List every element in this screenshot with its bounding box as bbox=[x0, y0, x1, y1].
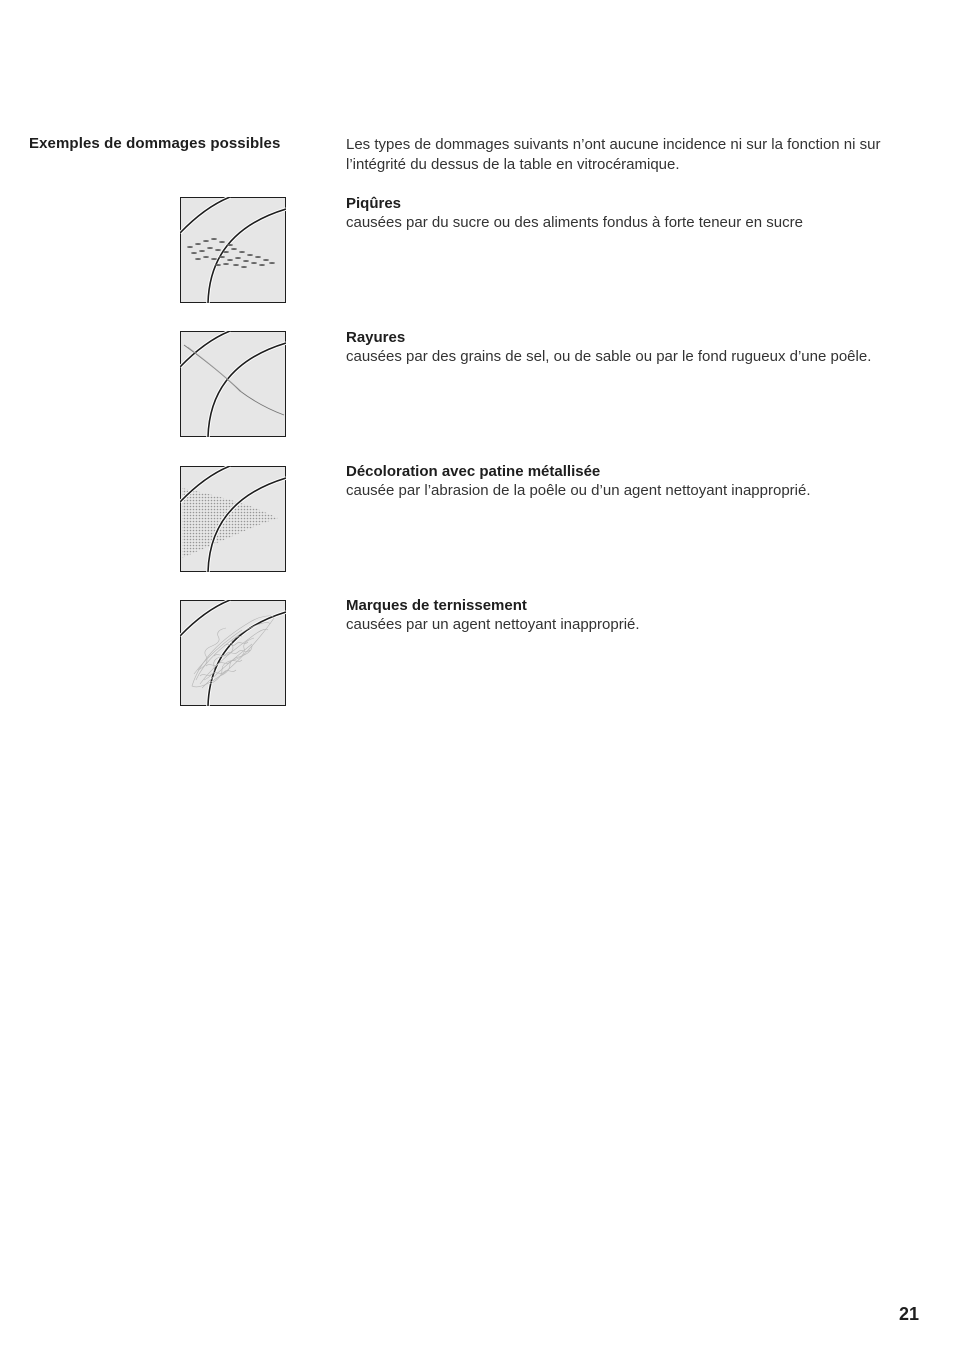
scratches-illustration bbox=[180, 331, 286, 437]
page-number: 21 bbox=[899, 1304, 920, 1324]
item-title-piqures: Piqûres bbox=[346, 195, 402, 212]
item-title-rayures: Rayures bbox=[346, 329, 406, 346]
item-desc-decoloration: causée par l’abrasion de la poêle ou d’un agent nettoyant inapproprié. bbox=[346, 482, 811, 499]
item-desc-rayures: causées par des grains de sel, ou de sable ou par le fond rugueux d’une poêle. bbox=[346, 348, 872, 365]
intro-text: Les types de dommages suivants n’ont aucune incidence ni sur la fonction ni sur l’intégrité du dessus de la table en vitrocéramique. bbox=[346, 136, 881, 173]
item-desc-ternissement: causées par un agent nettoyant inapproprié. bbox=[346, 616, 640, 633]
item-title-ternissement: Marques de ternissement bbox=[346, 597, 527, 614]
discoloration-illustration bbox=[180, 466, 286, 572]
tarnish-illustration bbox=[180, 600, 286, 706]
item-title-decoloration: Décoloration avec patine métallisée bbox=[346, 463, 601, 480]
pitting-illustration bbox=[180, 197, 286, 303]
section-heading: Exemples de dommages possibles bbox=[29, 135, 281, 152]
item-desc-piqures: causées par du sucre ou des aliments fondus à forte teneur en sucre bbox=[346, 214, 803, 231]
